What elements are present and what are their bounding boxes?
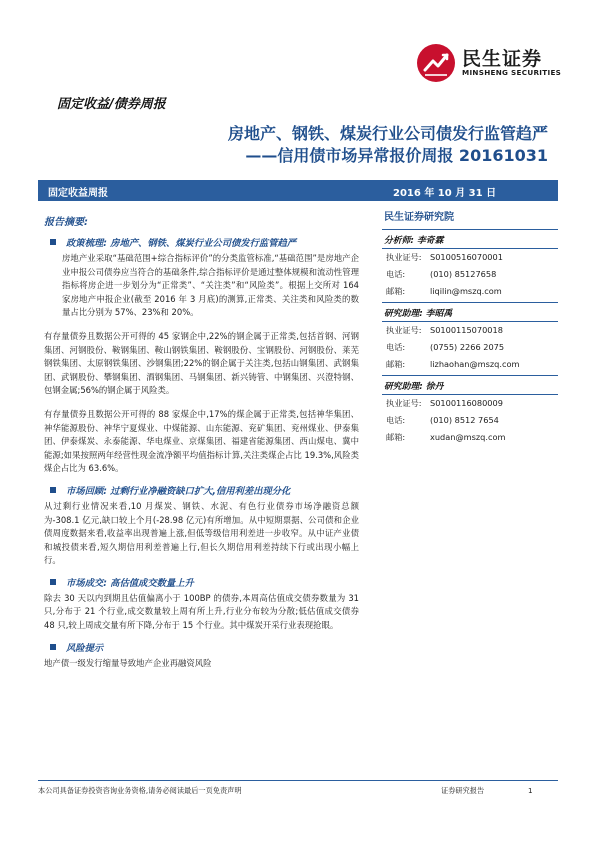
analyst-role: 分析师: 李奇霖: [382, 229, 558, 249]
license-number: S0100115070018: [430, 325, 503, 335]
bullet-square-icon: [50, 579, 56, 585]
bullet-square-icon: [50, 644, 56, 650]
research-institute: 民生证券研究院: [384, 212, 454, 223]
assistant-card: [382, 375, 558, 446]
paragraph: 有存量债券且数据公开可得的 88 家煤企中,17%的煤企属于正常类,包括神华集团、神华能源股份、神华宁夏煤业、中煤能源、山东能源、兖矿集团、兖州煤业、伊泰集团、伊泰煤炭、永泰能源、华电煤业、京煤集团、福建省能源集团、西山煤电、冀中能源;如果按照两年经营性现金流净额平均值指标计算,关注类煤企占比 19.3%,风险类煤企占比为 63.6%。: [44, 408, 359, 474]
report-date: 2016 年 10 月 31 日: [393, 188, 497, 199]
field-label: 电话:: [386, 415, 406, 425]
paragraph: 从过剩行业情况来看,10 月煤炭、钢铁、水泥、有色行业债券市场净融资总额为-308.1 亿元,缺口较上个月(-28.98 亿元)有所增加。从中短期票据、公司债和企业债周度数据来看,收益率出现普遍上涨,但低等级信用利差进一步收窄。从中证产业债和城投债来看,短久期信用利差普遍上行,但长久期信用利差持续下行或出现小幅上行。: [44, 500, 359, 566]
field-label: 执业证号:: [386, 325, 422, 335]
license-number: S0100116080009: [430, 398, 503, 408]
email-link[interactable]: xudan@mszq.com: [430, 432, 506, 442]
analyst-card: [382, 229, 558, 300]
field-label: 电话:: [386, 269, 406, 279]
summary-section-market-review: [44, 483, 359, 568]
summary-heading: 报告摘要:: [44, 217, 88, 228]
phone-number: (0755) 2266 2075: [430, 342, 505, 352]
bullet-square-icon: [50, 239, 56, 245]
research-contacts: [382, 203, 558, 446]
report-type-label: 固定收益周报: [48, 188, 108, 199]
report-category: 固定收益/债券周报: [57, 97, 166, 112]
bullet-square-icon: [50, 487, 56, 493]
section-title: 政策梳理: 房地产、钢铁、煤炭行业公司债发行监管趋严: [66, 238, 297, 249]
brand-logo-icon: [416, 43, 456, 83]
paragraph: 有存量债券且数据公开可得的 45 家钢企中,22%的钢企属于正常类,包括首钢、河钢集团、河钢股份、鞍钢集团、鞍山钢铁集团、鞍钢股份、宝钢股份、河钢股份、莱芜钢铁集团、太原钢铁集团、沙钢集团;22%的钢企属于关注类,包括山钢集团、武钢集团、武钢股份、攀钢集团、酒钢集团、马钢集团、新兴铸管、中钢集团、兴澄特钢、包钢金属;56%的钢企属于风险类。: [44, 330, 359, 396]
section-title: 市场回顾: 过剩行业净融资缺口扩大,信用利差出现分化: [66, 485, 291, 497]
footer-divider: [38, 780, 558, 781]
paragraph: 地产债一级发行缩量导致地产企业再融资风险: [44, 657, 212, 668]
field-label: 执业证号:: [386, 252, 422, 262]
brand-name-en: MINSHENG SECURITIES: [462, 68, 562, 77]
license-number: S0100516070001: [430, 252, 503, 262]
report-subtitle: ——信用债市场异常报价周报 20161031: [245, 146, 548, 165]
paragraph: 房地产业采取“基础范围+综合指标评价”的分类监管标准,“基础范围”是房地产企业申报公司债券应当符合的基础条件,综合指标评价是通过整体规模和流动性管理指标将房企进一步划分为“正常类”、“关注类”和“风险类”。根据上交所对 164 家房地产申报企业(截至 2016 年 3 月底)的测算,正常类、关注类和风险类的数量占比分别为 57%、23%和 20%。: [62, 253, 359, 318]
report-summary: [44, 213, 359, 670]
phone-number: (010) 8512 7654: [430, 415, 499, 425]
summary-section-market-trades: [44, 575, 359, 633]
footer-disclaimer: 本公司具备证券投资咨询业务资格,请务必阅读最后一页免责声明: [38, 786, 242, 795]
page-number: 1: [528, 786, 533, 795]
report-title: 房地产、钢铁、煤炭行业公司债发行监管趋严: [227, 124, 548, 143]
assistant-role: 研究助理: 李昭禹: [382, 302, 558, 322]
field-label: 执业证号:: [386, 398, 422, 408]
summary-section-risk: [44, 640, 359, 671]
phone-number: (010) 85127658: [430, 269, 497, 279]
brand-name-cn: 民生证券: [462, 48, 543, 70]
section-title: 风险提示: [66, 642, 104, 654]
footer-doc-type: 证券研究报告: [441, 786, 485, 795]
paragraph: 除去 30 天以内到期且估值偏离小于 100BP 的债券,本周高估值成交债券数量为 31 只,分布于 21 个行业,成交数量较上周有所上升,行业分布较为分散;低估值成交债券 48 只,较上周成交量有所下降,分布于 15 个行业。其中煤炭开采行业表现抢眼。: [44, 592, 359, 631]
assistant-role: 研究助理: 徐丹: [382, 375, 558, 395]
email-link[interactable]: lizhaohan@mszq.com: [430, 359, 520, 369]
email-link[interactable]: liqilin@mszq.com: [430, 286, 502, 296]
assistant-card: [382, 302, 558, 373]
field-label: 邮箱:: [386, 432, 406, 442]
field-label: 电话:: [386, 342, 406, 352]
field-label: 邮箱:: [386, 286, 406, 296]
section-title: 市场成交: 高估值成交数量上升: [66, 577, 194, 589]
field-label: 邮箱:: [386, 359, 406, 369]
summary-section-policy: [44, 235, 359, 476]
